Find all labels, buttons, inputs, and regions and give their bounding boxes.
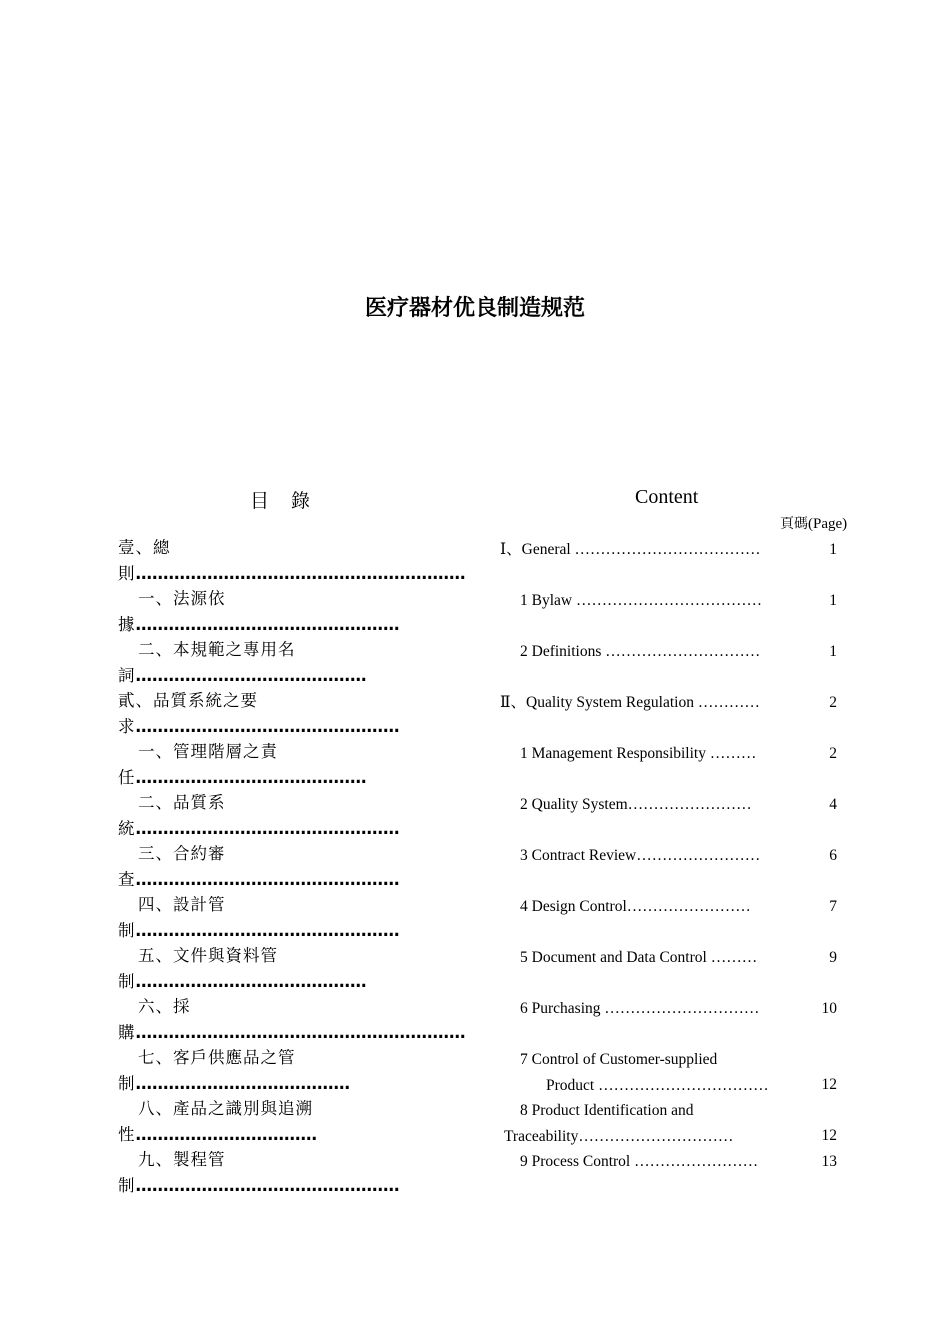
entry-title-chinese: 四、設計管制: [118, 895, 226, 940]
entry-title-chinese: 壹、總則: [118, 538, 171, 583]
toc-entry-chinese: [118, 841, 483, 893]
page-number: 2: [829, 694, 837, 711]
toc-entry[interactable]: [0, 688, 950, 739]
page-number: 7: [829, 898, 837, 915]
leader-dots: ……………………………: [135, 666, 317, 685]
toc-entry-english: 9 Process Control ……………………: [520, 1153, 759, 1170]
leader-dots: …………………………………: [135, 870, 350, 889]
entry-title-chinese: 六、採購: [118, 997, 191, 1042]
page-number: 2: [829, 745, 837, 762]
page-number: 1: [829, 643, 837, 660]
toc-entry-english: [500, 1098, 820, 1149]
page-number: 13: [821, 1153, 837, 1170]
leader-dots: ……………………………………………: [135, 564, 416, 583]
leader-dots: ……………………………: [135, 768, 317, 787]
page-number: 1: [829, 592, 837, 609]
page-number: 6: [829, 847, 837, 864]
leader-dots-tail: ………: [350, 819, 400, 838]
page-number: 12: [821, 1127, 837, 1144]
toc-entry-chinese: [118, 586, 483, 638]
leader-dots-tail: ………: [317, 972, 367, 991]
leader-dots: …………………………………: [135, 615, 350, 634]
entry-title-chinese: 三、合約審查: [118, 844, 226, 889]
page-number: 12: [821, 1076, 837, 1093]
leader-dots: …………………………………: [135, 921, 350, 940]
toc-entry-english: 4 Design Control……………………: [520, 898, 751, 915]
toc-entry-english: 2 Definitions …………………………: [520, 643, 761, 660]
page-number: 1: [829, 541, 837, 558]
page-label-english: (Page): [808, 516, 848, 532]
leader-dots-tail: ………: [416, 1023, 466, 1042]
toc-entry[interactable]: [0, 586, 950, 637]
toc-entry[interactable]: [0, 637, 950, 688]
entry-title-english-line2: Traceability…………………………: [504, 1127, 734, 1145]
entry-title-chinese: 貳、品質系統之要求: [118, 691, 258, 736]
page-number: 10: [821, 1000, 837, 1017]
toc-entry-chinese: [118, 1147, 483, 1199]
page-column-label: [780, 513, 847, 533]
leader-dots: …………………………………: [135, 819, 350, 838]
toc-entry-chinese: [118, 943, 483, 995]
entry-title-chinese: 一、法源依據: [118, 589, 226, 634]
toc-entry-english: 5 Document and Data Control ………: [520, 949, 758, 966]
entry-title-english-line1: 7 Control of Customer-supplied: [520, 1051, 718, 1068]
toc-entry-chinese: [118, 892, 483, 944]
toc-entry[interactable]: [0, 790, 950, 841]
entry-title-chinese: 九、製程管制: [118, 1150, 226, 1195]
toc-entry-chinese: [118, 994, 483, 1046]
toc-heading-english: Content: [635, 486, 699, 508]
page-number: 4: [829, 796, 837, 813]
entry-title-chinese: 一、管理階層之責任: [118, 742, 278, 787]
entry-title-english-line2: Product ……………………………: [546, 1076, 769, 1094]
toc-entry-english: 6 Purchasing …………………………: [520, 1000, 760, 1017]
toc-entry-chinese: [118, 637, 483, 689]
entry-title-english-line1: 8 Product Identification and: [520, 1102, 694, 1119]
leader-dots: …………………………: [135, 1074, 301, 1093]
toc-entry-english: Ⅱ、Quality System Regulation …………: [500, 694, 760, 711]
leader-dots-tail: ………: [267, 1125, 317, 1144]
leader-dots: ……………………: [135, 1125, 268, 1144]
leader-dots-tail: ………: [317, 666, 367, 685]
toc-entry[interactable]: [0, 841, 950, 892]
toc-entry[interactable]: [0, 943, 950, 994]
toc-entry-english: 2 Quality System……………………: [520, 796, 752, 813]
toc-entry-chinese: [118, 1096, 483, 1148]
toc-entry-chinese: [118, 790, 483, 842]
document-title: 医疗器材优良制造规范: [364, 296, 585, 321]
toc-entry-english: 3 Contract Review……………………: [520, 847, 761, 864]
entry-title-chinese: 二、品質系統: [118, 793, 226, 838]
entry-title-chinese: 七、客戶供應品之管制: [118, 1048, 296, 1093]
leader-dots: …………………………………: [135, 1176, 350, 1195]
toc-entry[interactable]: [0, 1147, 950, 1198]
entry-title-chinese: 二、本規範之專用名詞: [118, 640, 296, 685]
toc-entry-english: 1 Management Responsibility ………: [520, 745, 757, 762]
toc-entry-english: Ⅰ、General ………………………………: [500, 541, 761, 558]
toc-entry-chinese: [118, 688, 483, 740]
toc-entry[interactable]: [0, 892, 950, 943]
leader-dots-tail: ………: [416, 564, 466, 583]
entry-title-chinese: 五、文件與資料管制: [118, 946, 278, 991]
toc-entry-english: [500, 1047, 820, 1098]
leader-dots: ……………………………………………: [135, 1023, 416, 1042]
page-label-chinese: 頁碼: [780, 516, 808, 532]
leader-dots-tail: ………: [317, 768, 367, 787]
toc-entry[interactable]: [0, 1045, 950, 1096]
leader-dots: ……………………………: [135, 972, 317, 991]
toc-entry[interactable]: [0, 994, 950, 1045]
toc-entry-chinese: [118, 535, 483, 587]
toc-entry[interactable]: [0, 535, 950, 586]
page-number: 9: [829, 949, 837, 966]
toc-entry[interactable]: [0, 1096, 950, 1147]
toc-entry-chinese: [118, 739, 483, 791]
leader-dots-tail: ………: [350, 1176, 400, 1195]
toc-heading-chinese: 目錄: [250, 490, 333, 512]
leader-dots-tail: ………: [350, 615, 400, 634]
leader-dots-tail: ………: [350, 717, 400, 736]
toc-entry-chinese: [118, 1045, 483, 1097]
leader-dots-tail: ………: [300, 1074, 350, 1093]
leader-dots-tail: ………: [350, 870, 400, 889]
toc-entry-english: 1 Bylaw ………………………………: [520, 592, 762, 609]
toc-entry[interactable]: [0, 739, 950, 790]
entry-title-chinese: 八、產品之識別與追溯性: [118, 1099, 313, 1144]
leader-dots-tail: ………: [350, 921, 400, 940]
leader-dots: …………………………………: [135, 717, 350, 736]
